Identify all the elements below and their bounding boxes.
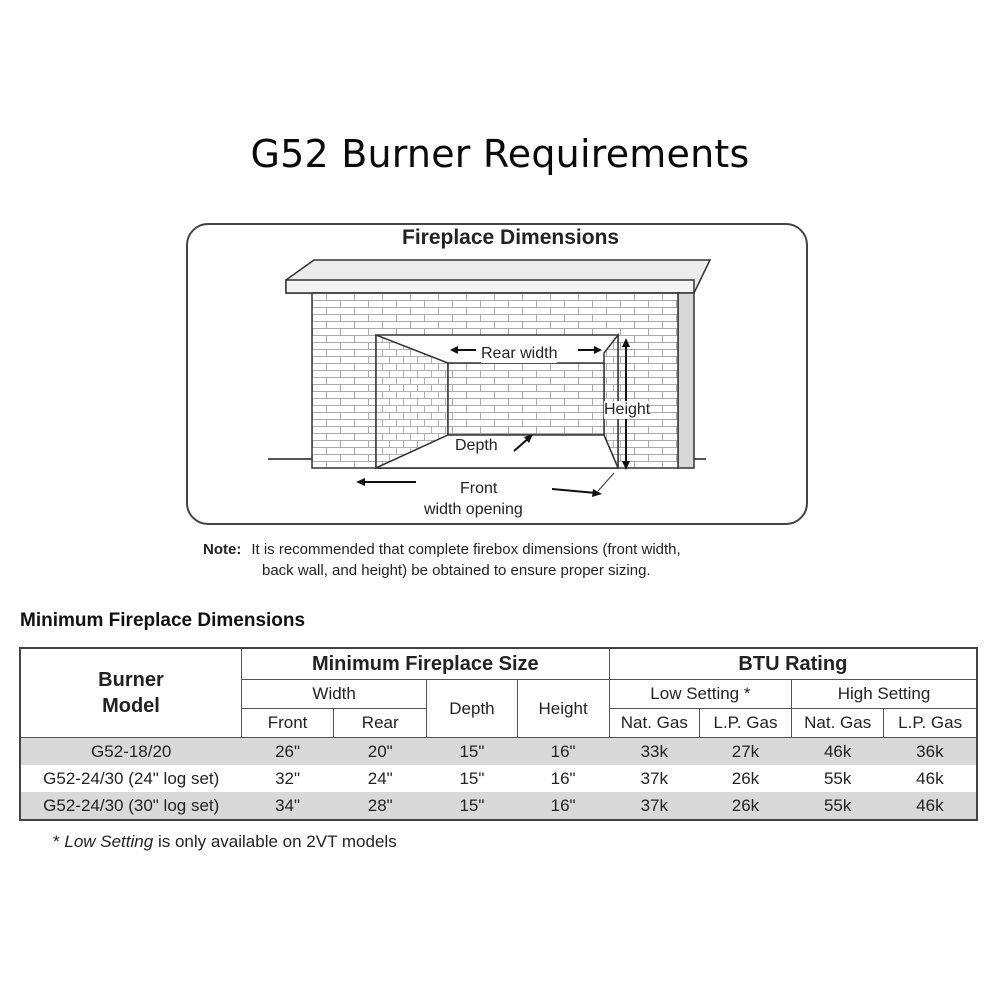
rear-width-label: Rear width	[481, 345, 558, 362]
header-front: Front	[241, 709, 333, 738]
cell-low-nat: 33k	[609, 738, 699, 766]
dimensions-table	[19, 647, 978, 821]
cell-high-nat: 55k	[792, 792, 884, 820]
cell-front: 34"	[241, 792, 333, 820]
cell-height: 16"	[517, 738, 609, 766]
note-label: Note:	[203, 541, 242, 558]
cell-high-nat: 46k	[792, 738, 884, 766]
cell-rear: 20"	[334, 738, 427, 766]
cell-high-lp: 46k	[916, 768, 944, 788]
fireplace-diagram	[186, 223, 806, 523]
header-nat-gas-high: Nat. Gas	[792, 709, 884, 738]
cell-model: G52-24/30 (24" log set)	[43, 768, 220, 788]
cell-depth: 15"	[459, 768, 485, 788]
section-title: Minimum Fireplace Dimensions	[20, 610, 306, 631]
cell-high-lp: 36k	[884, 738, 977, 766]
header-burner-model: Burner Model	[20, 648, 241, 738]
header-width: Width	[241, 680, 426, 709]
note-line-1: It is recommended that complete firebox dimensions (front width,	[251, 541, 681, 558]
table-row	[20, 792, 977, 820]
cell-rear: 24"	[367, 768, 393, 788]
cell-high-lp: 46k	[884, 792, 977, 820]
cell-model: G52-24/30 (30" log set)	[20, 792, 241, 820]
note-line-2: back wall, and height) be obtained to ensure proper sizing.	[262, 562, 651, 579]
cell-low-lp: 26k	[699, 792, 791, 820]
note	[203, 539, 803, 581]
height-label: Height	[604, 401, 651, 418]
header-nat-gas-low: Nat. Gas	[609, 709, 699, 738]
front-label: Front	[460, 480, 498, 497]
cell-rear: 28"	[334, 792, 427, 820]
cell-low-nat: 37k	[609, 792, 699, 820]
header-high-setting: High Setting	[792, 680, 977, 709]
footnote	[53, 832, 397, 852]
cell-height: 16"	[517, 792, 609, 820]
header-min-fireplace-size: Minimum Fireplace Size	[241, 648, 609, 680]
cell-depth: 15"	[427, 738, 517, 766]
header-low-setting: Low Setting *	[609, 680, 791, 709]
front-width-opening-label: width opening	[424, 501, 523, 518]
footnote-text: is only available on 2VT models	[157, 832, 397, 851]
diagram-title: Fireplace Dimensions	[402, 226, 620, 249]
cell-front: 32"	[275, 768, 301, 788]
footnote-italic: Low Setting	[64, 832, 154, 851]
cell-front: 26"	[241, 738, 333, 766]
cell-model: G52-18/20	[20, 738, 241, 766]
cell-high-nat: 55k	[823, 768, 852, 788]
page-title: G52 Burner Requirements	[250, 132, 750, 176]
header-btu-rating: BTU Rating	[609, 648, 977, 680]
header-lp-gas-high: L.P. Gas	[884, 709, 977, 738]
table-row	[20, 765, 977, 792]
cell-low-lp: 27k	[699, 738, 791, 766]
depth-label: Depth	[455, 437, 498, 454]
cell-height: 16"	[550, 768, 576, 788]
cell-depth: 15"	[427, 792, 517, 820]
header-lp-gas-low: L.P. Gas	[699, 709, 791, 738]
header-depth: Depth	[427, 680, 517, 738]
table-row	[20, 738, 977, 766]
header-rear: Rear	[334, 709, 427, 738]
cell-low-nat: 37k	[640, 768, 668, 788]
cell-low-lp: 26k	[731, 768, 760, 788]
header-height: Height	[517, 680, 609, 738]
footnote-star: *	[53, 832, 60, 851]
